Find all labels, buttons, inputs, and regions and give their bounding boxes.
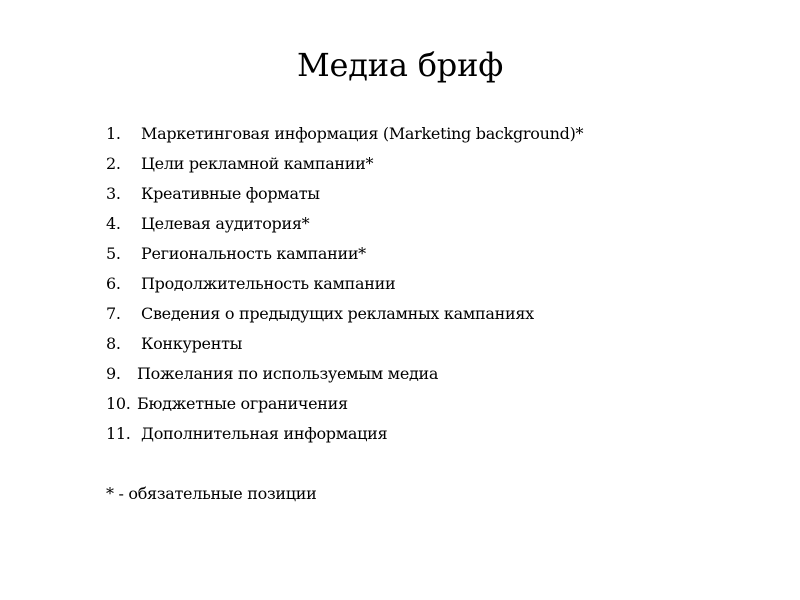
list-item-text: Продолжительность кампании [141,274,396,293]
list-item-text: Дополнительная информация [141,424,388,443]
list-item [106,273,583,303]
list-item-number: 10. [106,394,131,413]
list-item-number: 2. [106,154,121,173]
list-item-number: 8. [106,334,121,353]
list-item-text: Бюджетные ограничения [137,394,348,413]
brief-items-list [106,123,583,453]
list-item-text: Региональность кампании* [141,244,366,263]
list-item [106,363,583,393]
list-item [106,243,583,273]
list-item-number: 3. [106,184,121,203]
list-item [106,423,583,453]
list-item [106,213,583,243]
slide-title: Медиа бриф [296,46,504,84]
list-item-number: 9. [106,364,121,383]
required-footnote: * - обязательные позиции [106,484,317,503]
list-item [106,303,583,333]
list-item-number: 11. [106,424,131,443]
list-item-text: Пожелания по используемым медиа [137,364,439,383]
list-item [106,393,583,423]
list-item-number: 7. [106,304,121,323]
list-item-text: Конкуренты [141,334,243,353]
list-item [106,333,583,363]
list-item [106,123,583,153]
list-item-number: 4. [106,214,121,233]
list-item-text: Сведения о предыдущих рекламных кампаниях [141,304,534,323]
list-item-text: Маркетинговая информация (Marketing background)* [141,124,584,143]
list-item-text: Цели рекламной кампании* [141,154,374,173]
list-item-number: 6. [106,274,121,293]
list-item-text: Креативные форматы [141,184,320,203]
list-item [106,183,583,213]
list-item-text: Целевая аудитория* [141,214,310,233]
list-item [106,153,583,183]
list-item-number: 1. [106,124,121,143]
list-item-number: 5. [106,244,121,263]
